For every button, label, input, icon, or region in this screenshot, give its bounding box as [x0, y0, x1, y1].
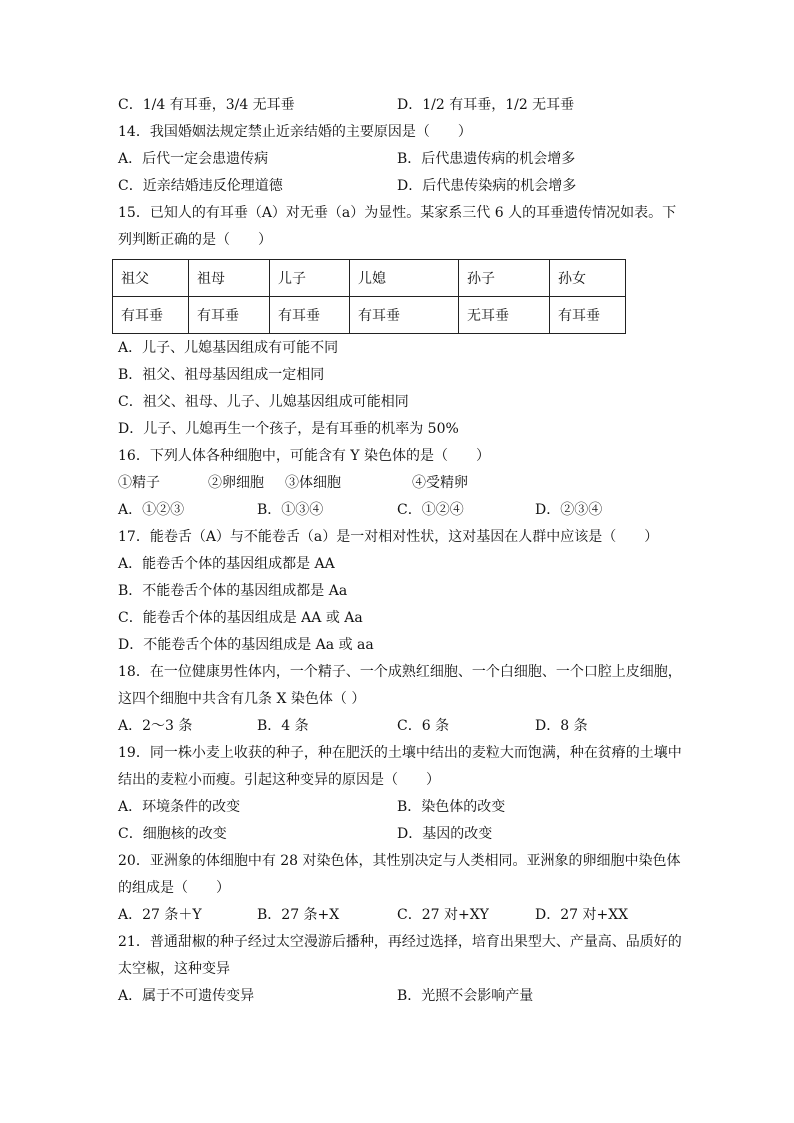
header-daughter-in-law: 儿媳	[350, 260, 459, 297]
q19-option-a: A．环境条件的改变	[118, 799, 241, 815]
table-cell: 有耳垂	[350, 297, 459, 334]
q14-option-c: C．近亲结婚违反伦理道德	[118, 178, 283, 194]
q21-option-a: A．属于不可遗传变异	[118, 988, 255, 1004]
q21-stem-line1: 21．普通甜椒的种子经过太空漫游后播种，再经过选择，培育出果型大、产量高、品质好的	[118, 934, 682, 950]
q17-option-b: B．不能卷舌个体的基因组成都是 Aa	[118, 583, 348, 599]
header-granddaughter: 孙女	[550, 260, 626, 297]
q20-option-a: A．27 条＋Y	[118, 907, 202, 923]
q21-option-b: B．光照不会影响产量	[397, 988, 534, 1004]
header-grandmother: 祖母	[189, 260, 270, 297]
q15-option-d: D．儿子、儿媳再生一个孩子，是有耳垂的机率为 50%	[118, 421, 459, 437]
table-cell: 有耳垂	[550, 297, 626, 334]
q16-option-d: D．②③④	[535, 502, 603, 518]
q19-stem-line1: 19．同一株小麦上收获的种子，种在肥沃的土壤中结出的麦粒大而饱满，种在贫瘠的土壤中	[118, 745, 682, 761]
q18-stem-line1: 18．在一位健康男性体内，一个精子、一个成熟红细胞、一个白细胞、一个口腔上皮细胞，	[118, 664, 682, 680]
q19-option-d: D．基因的改变	[397, 826, 493, 842]
q16-option-b: B．①③④	[257, 502, 324, 518]
q18-option-d: D．8 条	[535, 718, 588, 734]
q18-option-c: C．6 条	[397, 718, 450, 734]
q18-option-a: A．2～3 条	[118, 718, 193, 734]
q15-option-c: C．祖父、祖母、儿子、儿媳基因组成可能相同	[118, 394, 409, 410]
header-grandson: 孙子	[459, 260, 550, 297]
q17-option-d: D．不能卷舌个体的基因组成是 Aa 或 aa	[118, 637, 374, 653]
q14-option-a: A．后代一定会患遗传病	[118, 151, 269, 167]
q21-stem-line2: 太空椒，这种变异	[118, 961, 230, 977]
q16-item-1: ①精子	[118, 475, 160, 491]
table-cell: 有耳垂	[113, 297, 189, 334]
table-cell: 无耳垂	[459, 297, 550, 334]
q19-stem-line2: 结出的麦粒小而瘦。引起这种变异的原因是（ ）	[118, 772, 440, 788]
q15-option-b: B．祖父、祖母基因组成一定相同	[118, 367, 325, 383]
q16-option-c: C．①②④	[397, 502, 464, 518]
q17-stem: 17．能卷舌（A）与不能卷舌（a）是一对相对性状，这对基因在人群中应该是（ ）	[118, 529, 659, 545]
q15-option-a: A．儿子、儿媳基因组成有可能不同	[118, 340, 339, 356]
q14-option-b: B．后代患遗传病的机会增多	[397, 151, 576, 167]
q13-option-d: D．1/2 有耳垂，1/2 无耳垂	[397, 97, 575, 113]
q20-option-b: B．27 条+X	[257, 907, 340, 923]
q16-item-4: ④受精卵	[412, 475, 468, 491]
table-header-row	[113, 260, 626, 297]
q20-option-d: D．27 对+XX	[535, 907, 629, 923]
q20-stem-line1: 20．亚洲象的体细胞中有 28 对染色体，其性别决定与人类相同。亚洲象的卵细胞中染色体	[118, 853, 681, 869]
q20-stem-line2: 的组成是（ ）	[118, 880, 230, 896]
q19-option-b: B．染色体的改变	[397, 799, 506, 815]
q15-stem-line2: 列判断正确的是（ ）	[118, 232, 272, 248]
q18-option-b: B．4 条	[257, 718, 309, 734]
table-cell: 有耳垂	[189, 297, 270, 334]
table-row	[113, 297, 626, 334]
q14-stem: 14．我国婚姻法规定禁止近亲结婚的主要原因是（ ）	[118, 124, 472, 140]
q17-option-c: C．能卷舌个体的基因组成是 AA 或 Aa	[118, 610, 363, 626]
q17-option-a: A．能卷舌个体的基因组成都是 AA	[118, 556, 335, 572]
q16-item-2: ②卵细胞	[208, 475, 264, 491]
q16-item-3: ③体细胞	[285, 475, 341, 491]
q19-option-c: C．细胞核的改变	[118, 826, 227, 842]
q16-stem: 16．下列人体各种细胞中，可能含有 Y 染色体的是（ ）	[118, 448, 490, 464]
q20-option-c: C．27 对+XY	[397, 907, 489, 923]
q14-option-d: D．后代患传染病的机会增多	[397, 178, 577, 194]
q15-stem-line1: 15．已知人的有耳垂（A）对无垂（a）为显性。某家系三代 6 人的耳垂遗传情况如表。下	[118, 205, 677, 221]
q18-stem-line2: 这四个细胞中共含有几条 X 染色体（ ）	[118, 691, 366, 707]
header-grandfather: 祖父	[113, 260, 189, 297]
q13-option-c: C．1/4 有耳垂，3/4 无耳垂	[118, 97, 295, 113]
header-son: 儿子	[270, 260, 350, 297]
table-cell: 有耳垂	[270, 297, 350, 334]
q16-option-a: A．①②③	[118, 502, 185, 518]
earlobe-heredity-table	[112, 259, 626, 334]
